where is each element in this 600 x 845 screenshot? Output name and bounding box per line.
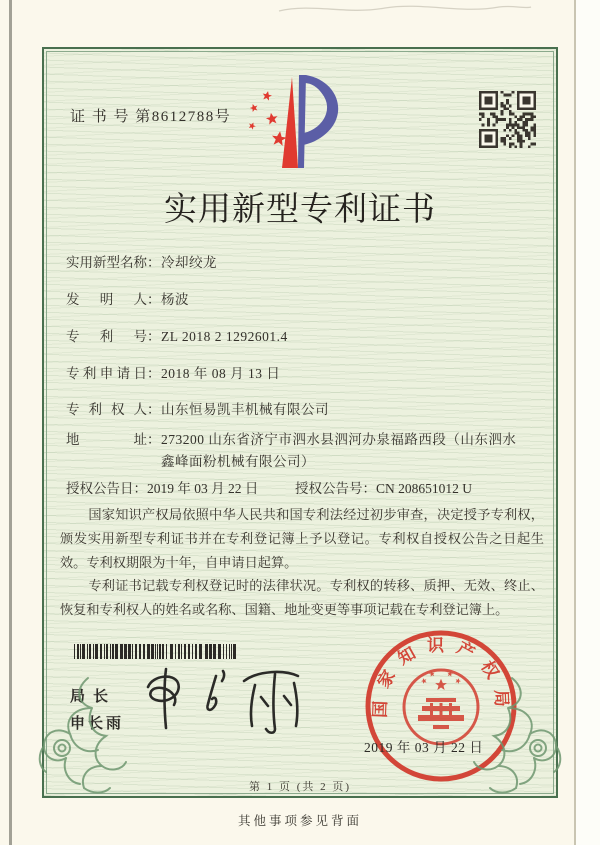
director-signature (128, 660, 326, 740)
scan-margin-right (576, 0, 600, 845)
field-value: 冷却绞龙 (161, 255, 217, 270)
field-label: 实用新型名称 (66, 255, 147, 270)
field-colon: ： (147, 402, 161, 417)
seal-ring-text: 国家知识产权局 (370, 636, 512, 719)
back-side-note: 其他事项参见背面 (237, 814, 362, 828)
field-colon: ： (147, 255, 161, 270)
legal-paragraph-2: 专利证书记载专利权登记时的法律状况。专利权的转移、质押、无效、终止、恢复和专利权人的姓名或名称、国籍、地址变更等事项记载在专利登记簿上。 (60, 578, 544, 618)
field-utility-model-name (66, 252, 524, 274)
field-colon: ： (133, 481, 147, 496)
cnipa-patent-logo-icon (238, 62, 362, 186)
certificate-title: 实用新型专利证书 (164, 192, 436, 228)
field-colon: ： (147, 432, 161, 447)
field-colon: ： (147, 366, 161, 381)
field-colon: ： (147, 329, 161, 344)
field-value: 2018 年 08 月 13 日 (161, 366, 281, 381)
field-value: 杨波 (161, 292, 189, 307)
seal-date: 2019 年 03 月 22 日 (364, 740, 484, 755)
field-value: 2019 年 03 月 22 日 (147, 481, 259, 496)
page-number: 第 1 页 (共 2 页) (248, 781, 352, 793)
field-grant-date (66, 477, 258, 497)
field-label: 专利号 (66, 329, 147, 344)
barcode (74, 644, 236, 659)
field-colon: ： (147, 292, 161, 307)
field-patent-number (66, 326, 524, 348)
field-address (66, 429, 524, 473)
field-grant-number (295, 477, 472, 497)
qr-code (479, 91, 536, 148)
field-label: 发明人 (66, 292, 147, 307)
field-inventor (66, 289, 524, 311)
field-label: 专利权人 (66, 402, 147, 417)
director-title: 局长 (70, 688, 117, 705)
certificate-number: 证 书 号 第8612788号 (70, 109, 232, 125)
legal-paragraph-1: 国家知识产权局依照中华人民共和国专利法经过初步审查，决定授予专利权，颁发实用新型专利证书并在专利登记簿上予以登记。专利权自授权公告之日起生效。专利权期限为十年，自申请日起算。 (60, 507, 544, 570)
field-patentee (66, 399, 524, 421)
scan-pen-mark (275, 1, 535, 17)
field-value: ZL 2018 2 1292601.4 (161, 329, 288, 344)
legal-text-block (60, 503, 544, 622)
field-filing-date (66, 363, 524, 385)
scan-edge-left (9, 0, 12, 845)
field-colon: ： (362, 481, 376, 496)
field-label: 地址 (66, 432, 147, 447)
field-value: 273200 山东省济宁市泗水县泗河办泉福路西段（山东泗水鑫峰面粉机械有限公司） (161, 432, 517, 469)
field-value: CN 208651012 U (376, 481, 473, 496)
director-name: 申长雨 (70, 715, 125, 732)
field-label: 授权公告日 (66, 481, 134, 496)
field-label: 授权公告号 (295, 481, 363, 496)
field-value: 山东恒易凯丰机械有限公司 (161, 402, 329, 417)
field-label: 专利申请日 (66, 366, 147, 381)
